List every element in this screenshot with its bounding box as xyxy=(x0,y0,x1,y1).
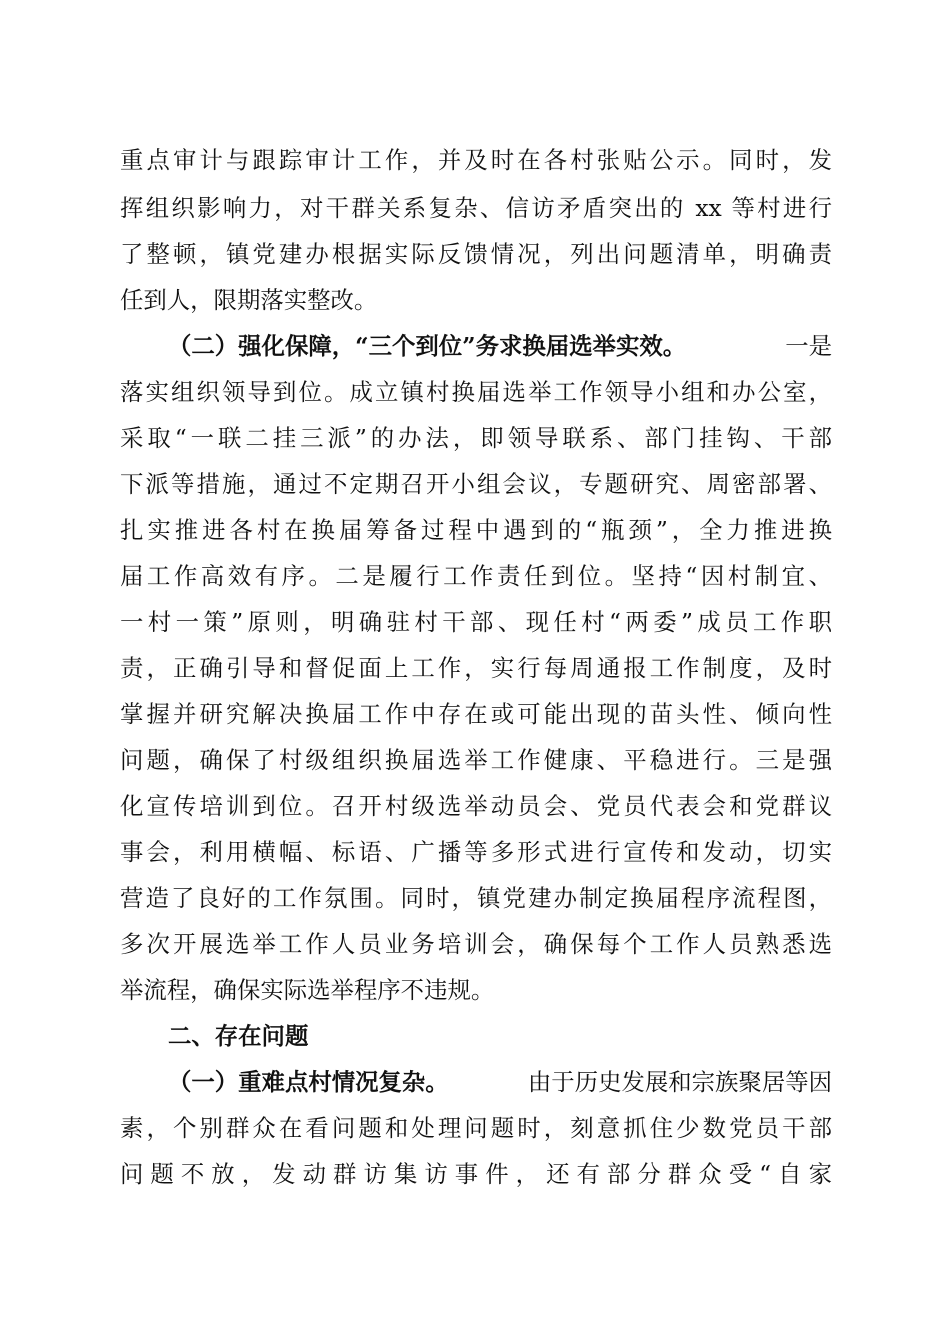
problem-title: （一）重难点村情况复杂。 xyxy=(168,1068,449,1096)
text-line: 落实组织领导到位。成立镇村换届选举工作领导小组和办公室， xyxy=(120,378,832,406)
text-line: 扎实推进各村在换届筹备过程中遇到的“瓶颈”，全力推进换 xyxy=(120,516,832,544)
section-heading: 二、存在问题 xyxy=(168,1022,309,1050)
text-line: 营造了良好的工作氛围。同时，镇党建办制定换届程序流程图， xyxy=(120,884,832,912)
text-line: 素，个别群众在看问题和处理问题时，刻意抓住少数党员干部 xyxy=(120,1114,832,1142)
section-line xyxy=(168,324,832,368)
text-line: 了整顿，镇党建办根据实际反馈情况，列出问题清单，明确责 xyxy=(120,240,832,268)
text-line: 问题不放，发动群访集访事件，还有部分群众受“自家 xyxy=(120,1160,832,1188)
text-line: 挥组织影响力，对干群关系复杂、信访矛盾突出的 xx 等村进行 xyxy=(120,194,832,222)
text-line: 责，正确引导和督促面上工作，实行每周通报工作制度，及时 xyxy=(120,654,832,682)
text-line: 任到人，限期落实整改。 xyxy=(120,286,378,314)
text-line: 举流程，确保实际选举程序不违规。 xyxy=(120,976,495,1004)
text-line: 下派等措施，通过不定期召开小组会议，专题研究、周密部署、 xyxy=(120,470,832,498)
section-line-tail: 一是 xyxy=(785,332,832,360)
text-line: 掌握并研究解决换届工作中存在或可能出现的苗头性、倾向性 xyxy=(120,700,832,728)
text-line: 化宣传培训到位。召开村级选举动员会、党员代表会和党群议 xyxy=(120,792,832,820)
problem-line xyxy=(168,1060,832,1104)
text-line: 多次开展选举工作人员业务培训会，确保每个工作人员熟悉选 xyxy=(120,930,832,958)
text-line: 届工作高效有序。二是履行工作责任到位。坚持“因村制宜、 xyxy=(120,562,832,590)
text-line: 采取“一联二挂三派”的办法，即领导联系、部门挂钩、干部 xyxy=(120,424,832,452)
text-line: 一村一策”原则，明确驻村干部、现任村“两委”成员工作职 xyxy=(120,608,832,636)
problem-line-tail: 由于历史发展和宗族聚居等因 xyxy=(527,1068,832,1096)
text-line: 重点审计与跟踪审计工作，并及时在各村张贴公示。同时，发 xyxy=(120,146,832,174)
text-line: 事会，利用横幅、标语、广播等多形式进行宣传和发动，切实 xyxy=(120,838,832,866)
section-title: （二）强化保障，“三个到位”务求换届选举实效。 xyxy=(168,332,687,360)
text-line: 问题，确保了村级组织换届选举工作健康、平稳进行。三是强 xyxy=(120,746,832,774)
